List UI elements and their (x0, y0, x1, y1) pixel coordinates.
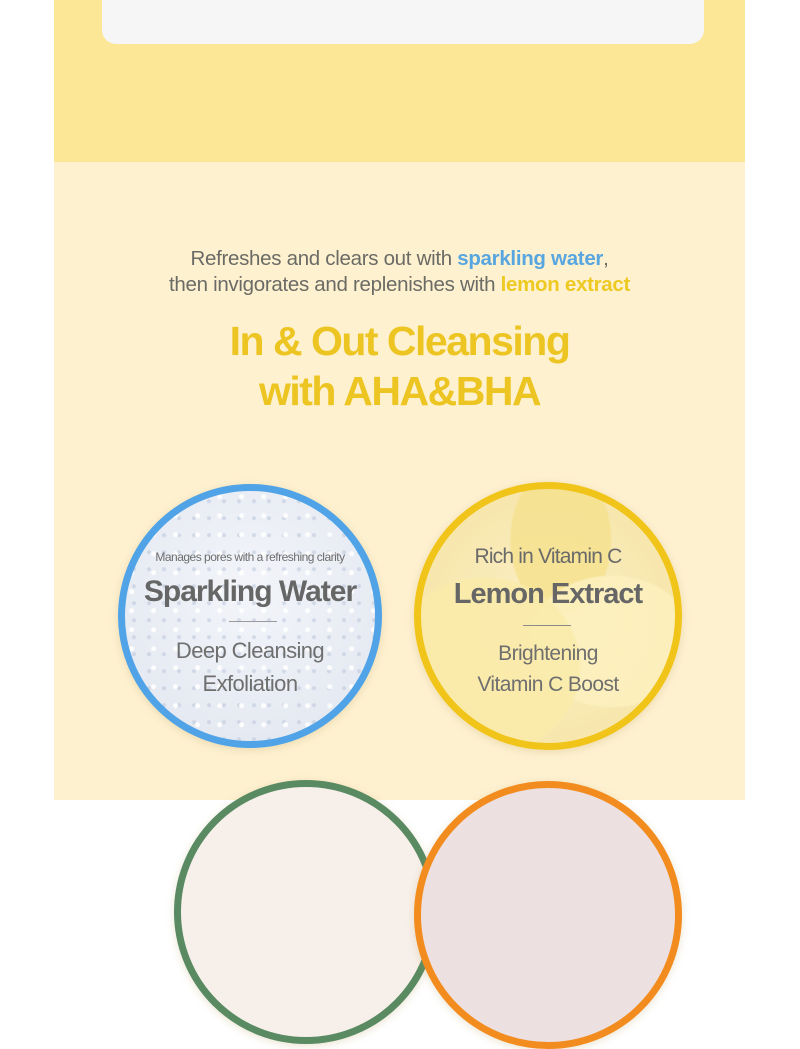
intro-line-1-text: Refreshes and clears out with (190, 247, 458, 270)
intro-line-2 (54, 272, 745, 298)
ingredient-benefit: Deep Cleansing (175, 638, 325, 663)
ingredient-title: Lemon Extract (453, 578, 643, 610)
ingredient-benefit: Vitamin C Boost (477, 673, 619, 696)
ingredient-benefit: Brightening (498, 642, 598, 665)
headline-line-1: In & Out Cleansing (229, 318, 570, 364)
ingredient-benefit: Exfoliation (202, 671, 298, 696)
ingredient-circle-orange (414, 781, 682, 1049)
ingredient-title: Sparkling Water (143, 575, 357, 608)
intro-text (54, 246, 745, 298)
divider (229, 621, 277, 622)
intro-line-1-suffix: , (603, 247, 609, 270)
intro-line-2-text: then invigorates and replenishes with (168, 273, 501, 296)
top-card (102, 0, 704, 44)
top-banner (54, 0, 745, 162)
ingredient-circle-lemon-extract (414, 482, 682, 750)
ingredient-subtitle: Rich in Vitamin C (474, 545, 622, 568)
highlight-lemon-extract: lemon extract (500, 273, 631, 296)
headline-line-2: with AHA&BHA (258, 368, 541, 414)
product-detail-page (54, 0, 745, 800)
ingredient-circle-green (174, 780, 438, 1044)
ingredient-circle-sparkling-water (118, 484, 382, 748)
highlight-sparkling-water: sparkling water (457, 247, 604, 270)
ingredient-subtitle: Manages pores with a refreshing clarity (155, 550, 345, 564)
intro-line-1 (54, 246, 745, 272)
page-headline (54, 316, 745, 416)
divider (523, 625, 571, 626)
